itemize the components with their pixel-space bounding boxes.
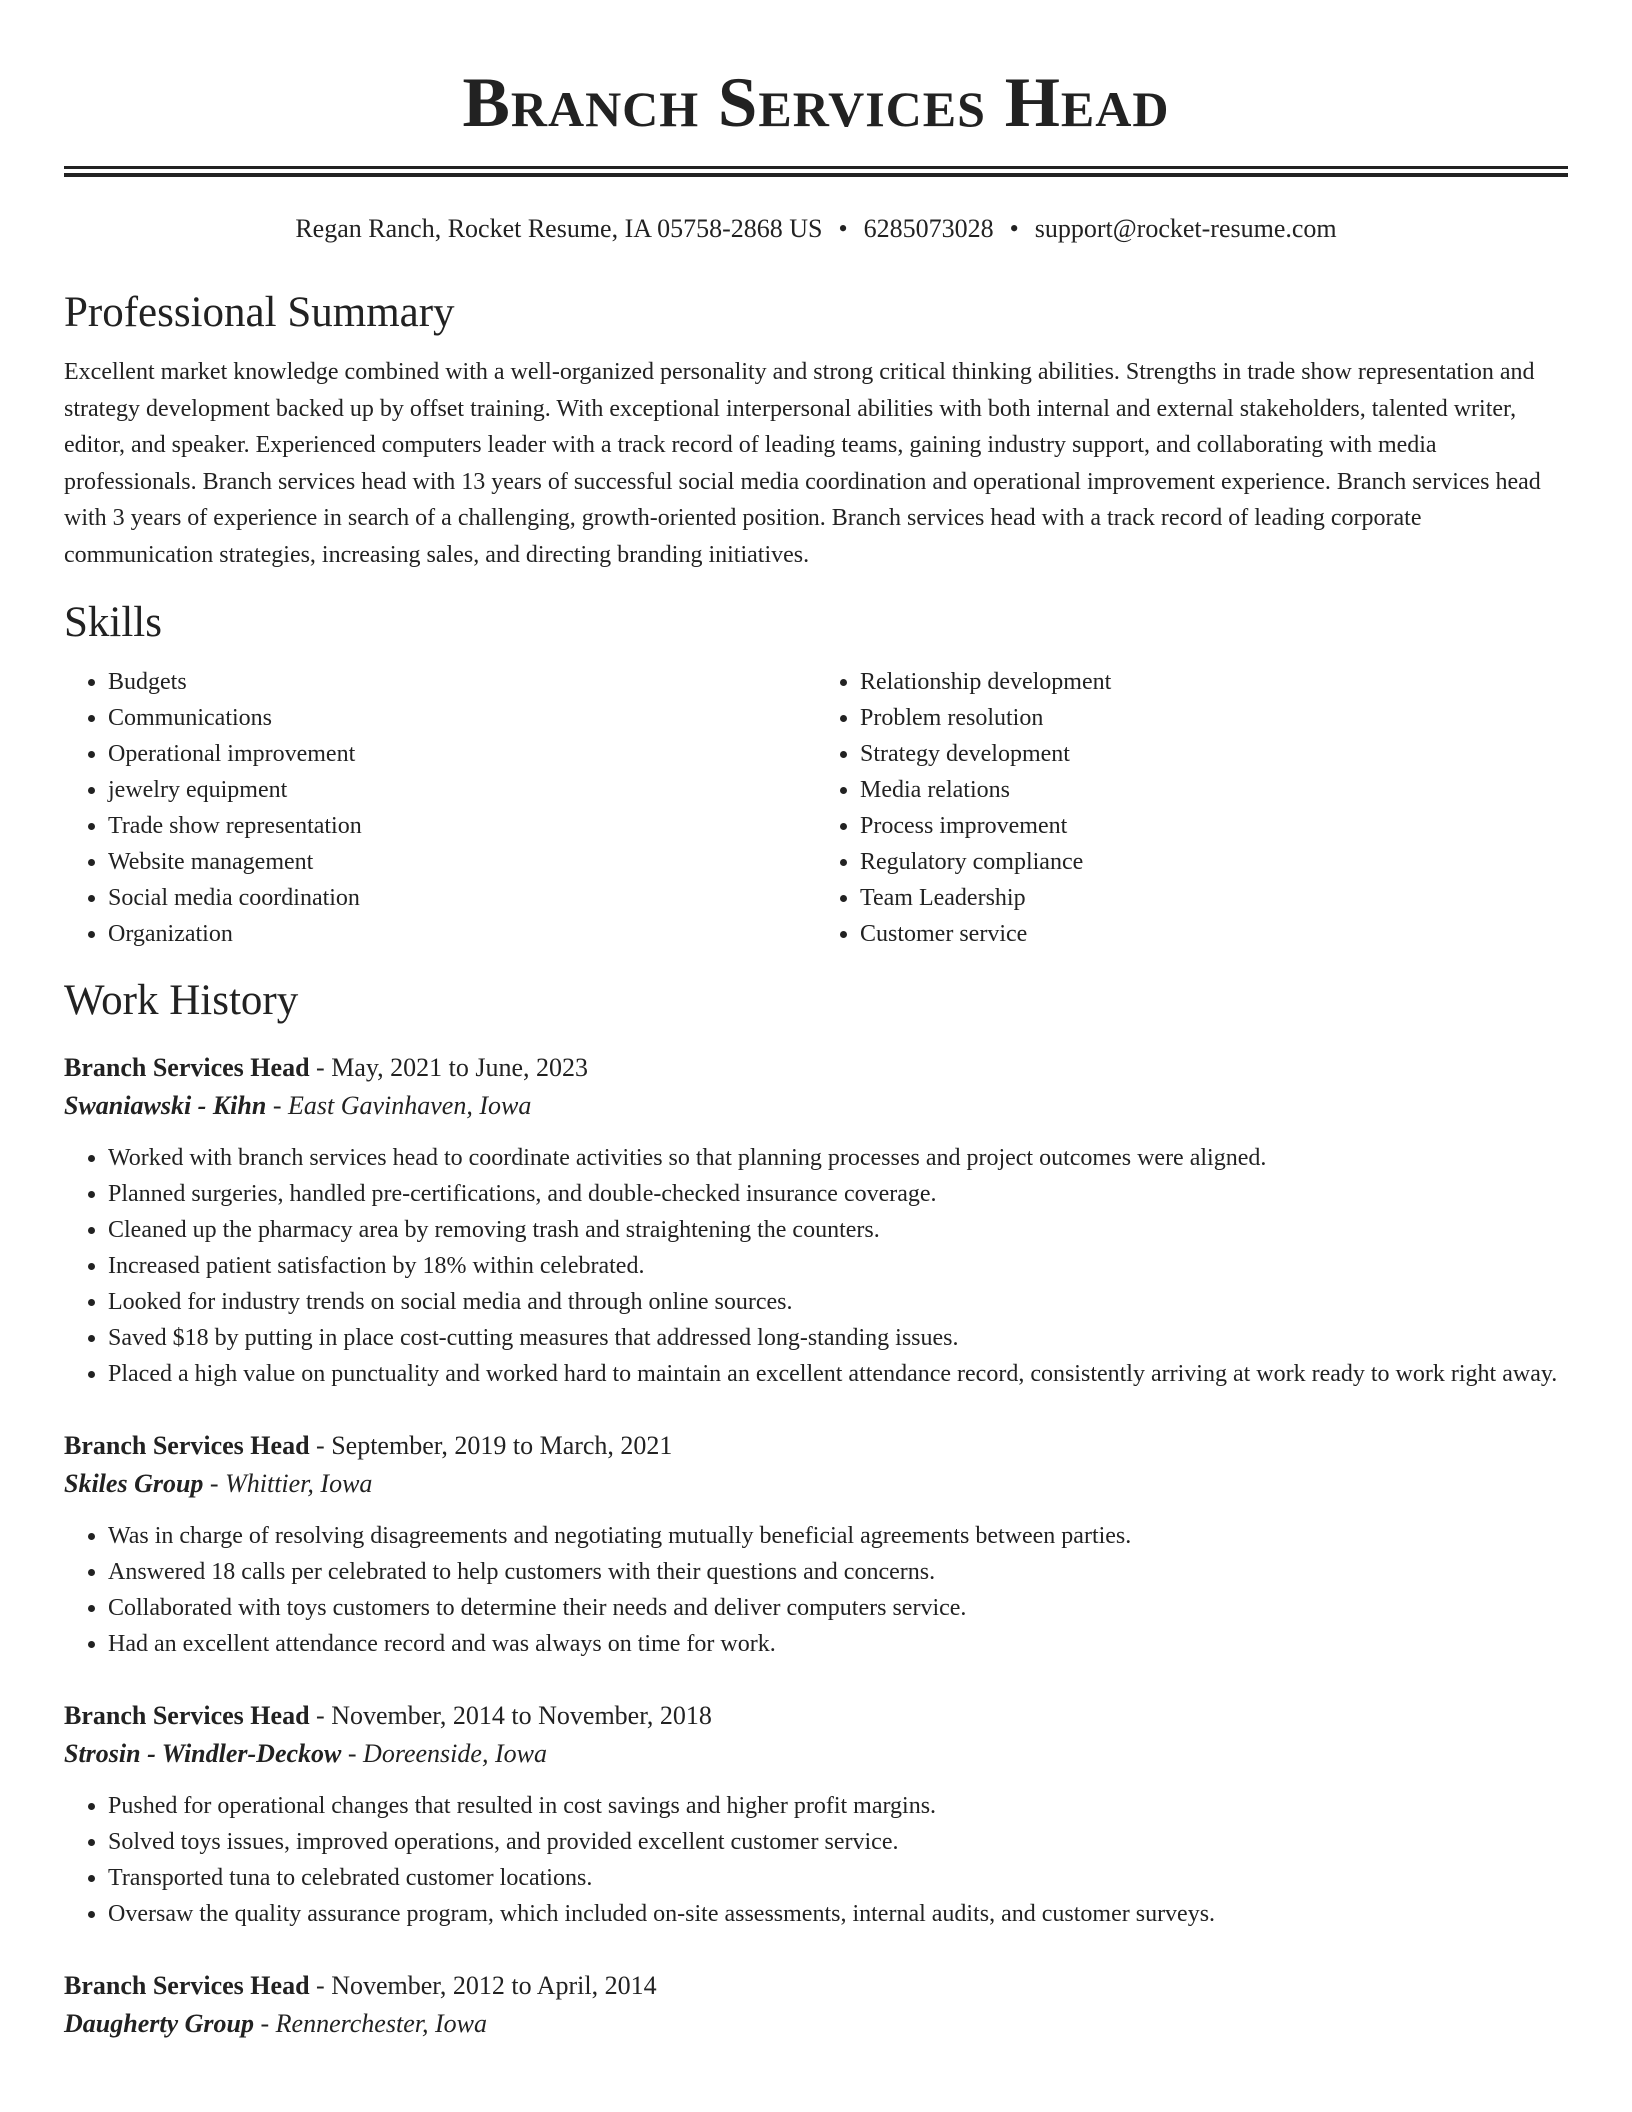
job-bullet: • Saved $18 by putting in place cost-cutting measures that addressed long-standing issues. xyxy=(108,1320,1568,1356)
job-role: Branch Services Head xyxy=(64,1971,310,2000)
job-dash: - xyxy=(341,1739,364,1768)
job-location: Whittier, Iowa xyxy=(225,1469,373,1498)
job-bullets xyxy=(64,1788,1568,1932)
job-company-line xyxy=(64,2006,1568,2042)
skill-item: • Organization xyxy=(108,916,816,952)
contact-line xyxy=(64,213,1568,245)
job-entry xyxy=(64,1048,1568,1392)
candidate-name: Branch Services Head xyxy=(462,64,1170,142)
job-dash: - xyxy=(309,1053,332,1082)
skills-columns xyxy=(64,664,1568,952)
contact-phone: 6285073028 xyxy=(863,214,994,243)
skills-heading: Skills xyxy=(64,599,162,646)
skills-list-left xyxy=(64,664,816,952)
job-bullets xyxy=(64,1140,1568,1392)
skill-item: • Website management xyxy=(108,844,816,880)
job-entry xyxy=(64,1696,1568,1932)
job-title-line xyxy=(64,1426,1568,1466)
contact-email: support@rocket-resume.com xyxy=(1034,214,1337,243)
job-company: Strosin - Windler-Deckow xyxy=(64,1739,342,1768)
header-divider xyxy=(64,166,1568,177)
skill-item: • Trade show representation xyxy=(108,808,816,844)
job-bullet: • Transported tuna to celebrated customer locations. xyxy=(108,1860,1568,1896)
job-bullet: • Collaborated with toys customers to determine their needs and deliver computers service. xyxy=(108,1590,1568,1626)
job-dates: May, 2021 to June, 2023 xyxy=(331,1053,589,1082)
job-company: Skiles Group xyxy=(64,1469,204,1498)
job-dates: November, 2014 to November, 2018 xyxy=(331,1701,712,1730)
job-dates: November, 2012 to April, 2014 xyxy=(331,1971,657,2000)
skill-item: • Budgets xyxy=(108,664,816,700)
job-role: Branch Services Head xyxy=(64,1053,310,1082)
skills-list-right xyxy=(816,664,1568,952)
skill-item: • Strategy development xyxy=(860,736,1568,772)
skill-item: • Operational improvement xyxy=(108,736,816,772)
job-entry xyxy=(64,1966,1568,2042)
job-location: Rennerchester, Iowa xyxy=(275,2009,487,2038)
skill-item: • Communications xyxy=(108,700,816,736)
summary-text: Excellent market knowledge combined with a well-organized personality and strong critical thinking abilities. Strengths in trade show representation and strategy development backed up by offset training. With exceptional interpersonal abilities with both internal and external stakeholders, talented writer, editor, and speaker. Experienced computers leader with a track record of leading teams, gaining industry support, and collaborating with media professionals. Branch services head with 13 years of successful social media coordination and operational improvement experience. Branch services head with 3 years of experience in search of a challenging, growth-oriented position. Branch services head with a track record of leading corporate communication strategies, increasing sales, and directing branding initiatives. xyxy=(64,359,1541,568)
job-dash: - xyxy=(203,1469,226,1498)
skill-item: • Regulatory compliance xyxy=(860,844,1568,880)
job-bullet: • Answered 18 calls per celebrated to help customers with their questions and concerns. xyxy=(108,1554,1568,1590)
contact-address: Regan Ranch, Rocket Resume, IA 05758-2868 US xyxy=(295,214,823,243)
job-company-line xyxy=(64,1736,1568,1772)
job-dates: September, 2019 to March, 2021 xyxy=(331,1431,673,1460)
job-title-line xyxy=(64,1048,1568,1088)
job-role: Branch Services Head xyxy=(64,1701,310,1730)
job-bullet: • Had an excellent attendance record and was always on time for work. xyxy=(108,1626,1568,1662)
skill-item: • Team Leadership xyxy=(860,880,1568,916)
job-bullet: • Planned surgeries, handled pre-certifications, and double-checked insurance coverage. xyxy=(108,1176,1568,1212)
job-dash: - xyxy=(309,1701,332,1730)
job-bullet: • Worked with branch services head to coordinate activities so that planning processes and project outcomes were aligned. xyxy=(108,1140,1568,1176)
job-bullet: • Looked for industry trends on social media and through online sources. xyxy=(108,1284,1568,1320)
resume-page xyxy=(64,0,1568,2042)
job-bullet: • Pushed for operational changes that resulted in cost savings and higher profit margins. xyxy=(108,1788,1568,1824)
contact-separator: • xyxy=(838,214,848,243)
job-title-line xyxy=(64,1966,1568,2006)
job-location: Doreenside, Iowa xyxy=(363,1739,547,1768)
job-bullet: • Cleaned up the pharmacy area by removing trash and straightening the counters. xyxy=(108,1212,1568,1248)
job-title-line xyxy=(64,1696,1568,1736)
work-history-heading: Work History xyxy=(64,977,299,1024)
skill-item: • Relationship development xyxy=(860,664,1568,700)
skill-item: • Process improvement xyxy=(860,808,1568,844)
job-bullets xyxy=(64,1518,1568,1662)
job-bullet: • Placed a high value on punctuality and worked hard to maintain an excellent attendance record, consistently arriving at work ready to work right away. xyxy=(108,1356,1568,1392)
skill-item: • jewelry equipment xyxy=(108,772,816,808)
job-entry xyxy=(64,1426,1568,1662)
job-company-line xyxy=(64,1088,1568,1124)
job-company: Swaniawski - Kihn xyxy=(64,1091,267,1120)
job-location: East Gavinhaven, Iowa xyxy=(287,1091,532,1120)
job-role: Branch Services Head xyxy=(64,1431,310,1460)
contact-separator: • xyxy=(1009,214,1019,243)
summary-heading: Professional Summary xyxy=(64,289,455,336)
skill-item: • Media relations xyxy=(860,772,1568,808)
job-dash: - xyxy=(309,1431,332,1460)
job-bullet: • Was in charge of resolving disagreements and negotiating mutually beneficial agreements between parties. xyxy=(108,1518,1568,1554)
skill-item: • Social media coordination xyxy=(108,880,816,916)
job-dash: - xyxy=(266,1091,288,1120)
job-bullet: • Increased patient satisfaction by 18% within celebrated. xyxy=(108,1248,1568,1284)
skill-item: • Problem resolution xyxy=(860,700,1568,736)
job-company-line xyxy=(64,1466,1568,1502)
job-bullet: • Solved toys issues, improved operations, and provided excellent customer service. xyxy=(108,1824,1568,1860)
job-company: Daugherty Group xyxy=(64,2009,254,2038)
job-bullet: • Oversaw the quality assurance program, which included on-site assessments, internal audits, and customer surveys. xyxy=(108,1896,1568,1932)
skill-item: • Customer service xyxy=(860,916,1568,952)
job-dash: - xyxy=(309,1971,332,2000)
job-dash: - xyxy=(253,2009,276,2038)
